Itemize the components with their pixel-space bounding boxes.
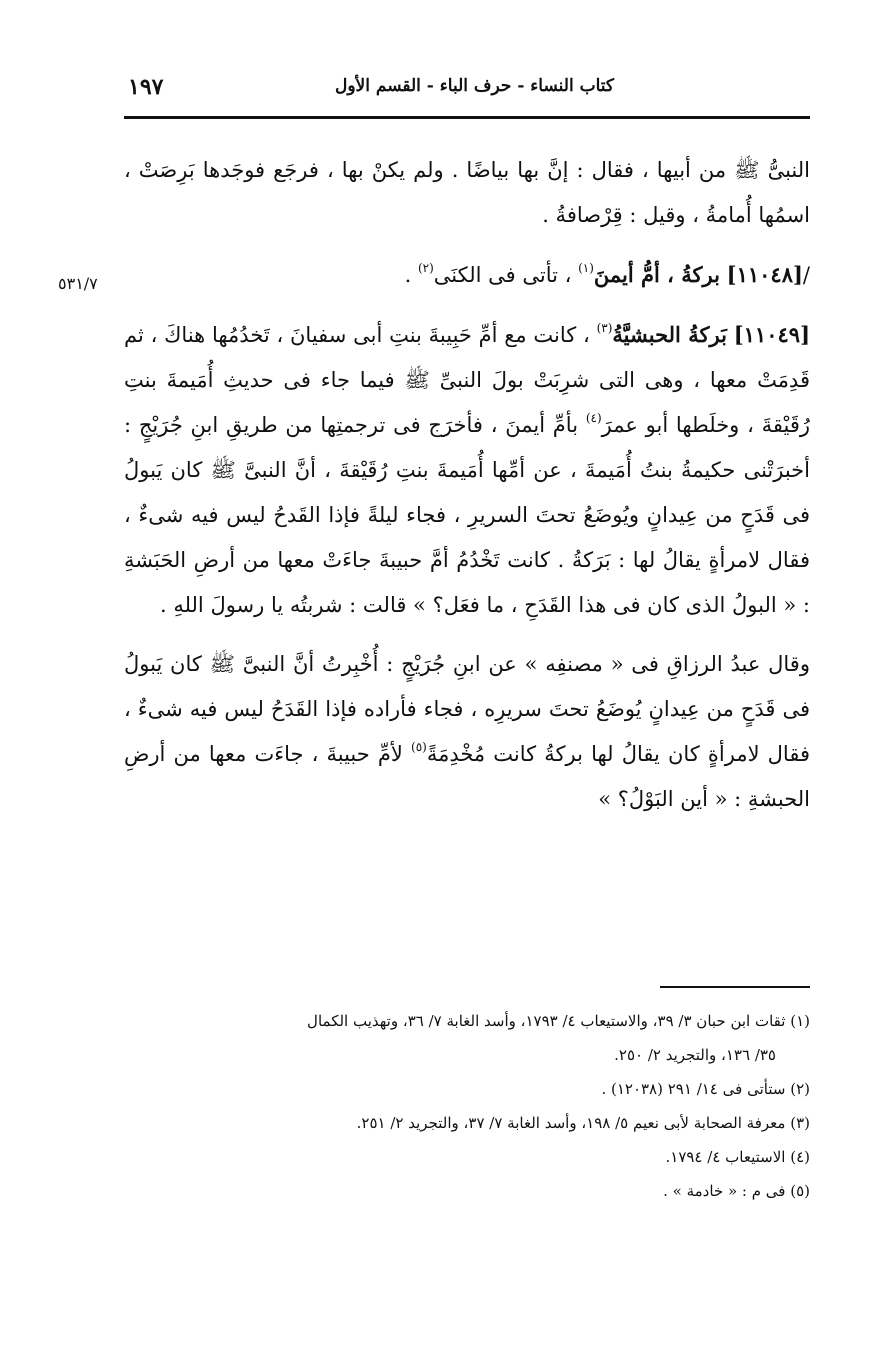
footnote-text: فى م : « خادمة » . [663,1182,786,1200]
page-header [124,72,810,112]
paragraph-text: لأمِّ حبيبةَ ، جاءَت معها من أرضِ الحبشةِ : « أين البَوْلُ؟ » [124,742,810,811]
entry-text: ، تأتى فى الكنَى [433,263,572,287]
paragraph-1: النبىُّ ﷺ من أبيها ، فقال : إنَّ بها بياضًا . ولم يكنْ بها ، فرجَع فوجَدها بَرِصَتْ ، اسمُها أُمامةُ ، وقيل : قِرْصافةُ . [124,158,810,227]
footnote-ref: (١) [578,261,594,275]
footnote-ref: (٤) [585,411,602,425]
entry-text: ، كانت مع أمِّ حَبِيبةَ بنتِ أبى سفيانَ ، تَخدُمُها هناكَ ، ثم قَدِمَتْ معها ، وهى التى شرِبَتْ بولَ النبىِّ ﷺ فيما جاء فى حديثِ أُمَيمةَ بنتِ رُقَيْقةَ ، وخلَطها أبو عمرَ [124,323,810,437]
entry-marker: / [802,263,810,287]
footnote-number: (٢) [790,1080,810,1098]
entry-11049 [124,312,810,628]
footnote-text: ثقات ابن حبان ٣/ ٣٩، والاستيعاب ٤/ ١٧٩٣، وأسد الغابة ٧/ ٣٦، وتهذيب الكمال [307,1012,786,1030]
footnote-3 [124,1106,810,1140]
footnote-text: الاستيعاب ٤/ ١٧٩٤. [665,1148,786,1166]
footnote-text: معرفة الصحابة لأبى نعيم ٥/ ١٩٨، وأسد الغابة ٧/ ٣٧، والتجريد ٢/ ٢٥١. [356,1114,786,1132]
entry-end: . [404,263,418,287]
paragraph-4 [124,642,810,822]
page-number: ١٩٧ [128,74,164,100]
footnote-number: (٣) [790,1114,810,1132]
entry-text: بأمِّ أيمنَ ، فأخرَج فى ترجمتِها من طريقِ ابنِ جُرَيْجٍ : أخبرَتْنى حكيمةُ بنتُ أُمَيمةَ ، عن أمِّها أُمَيمةَ بنتِ رُقَيْقةَ ، أنَّ النبىَّ ﷺ كان يَبولُ فى قَدَحٍ من عِيدانٍ ويُوضَعُ تحتَ السريرِ ، فجاء ليلةً فإذا القَدحُ ليس فيه شىءٌ ، فقال لامرأةٍ يقالُ لها : بَرَكةُ . كانت تَخْدُمُ أمَّ حبيبةَ جاءَتْ معها من أرضِ الحَبَشةِ : « البولُ الذى كان فى هذا القَدَحِ ، ما فعَل؟ » قالت : شربتُه يا رسولَ اللهِ . [124,413,810,617]
entry-name: بَركةُ الحبشيَّةُ [612,322,727,347]
entry-11048 [124,252,810,298]
running-title: كتاب النساء - حرف الباء - القسم الأول [335,76,614,96]
footnote-rule [660,986,810,988]
footnote-number: (١) [790,1012,810,1030]
entry-number: [١١٠٤٩] [733,322,810,347]
main-text [124,148,810,822]
paragraph-text: وقال عبدُ الرزاقِ فى « مصنفِه » عن ابنِ جُرَيْجٍ : أُخْبِرتُ أنَّ النبىَّ ﷺ كان يَبولُ فى قَدَحٍ من عِيدانٍ يُوضَعُ تحتَ سريرِه ، فجاء فأراده فإذا القَدَحُ ليس فيه شىءٌ ، فقال لامرأةٍ كان يقالُ لها بركةُ كانت مُخْدِمَةً [124,652,810,766]
footnote-2 [124,1072,810,1106]
footnote-number: (٥) [790,1182,810,1200]
footnote-continuation: ٣٥/ ١٣٦، والتجريد ٢/ ٢٥٠. [614,1046,776,1064]
header-rule [124,116,810,119]
footnote-1 [124,1004,810,1072]
footnote-text: ستأتى فى ١٤/ ٢٩١ (١٢٠٣٨) . [601,1080,786,1098]
entry-number: [١١٠٤٨] [726,262,803,287]
footnote-ref: (٥) [411,740,427,754]
footnote-number: (٤) [790,1148,810,1166]
footnote-ref: (٢) [417,261,434,275]
footnote-ref: (٣) [596,321,613,335]
footnote-5 [124,1174,810,1208]
footnote-4 [124,1140,810,1174]
footnotes [124,1004,810,1208]
margin-reference: ٥٣١/٧ [58,274,98,293]
entry-name: بركةُ ، أمُّ أيمنَ [593,262,720,287]
